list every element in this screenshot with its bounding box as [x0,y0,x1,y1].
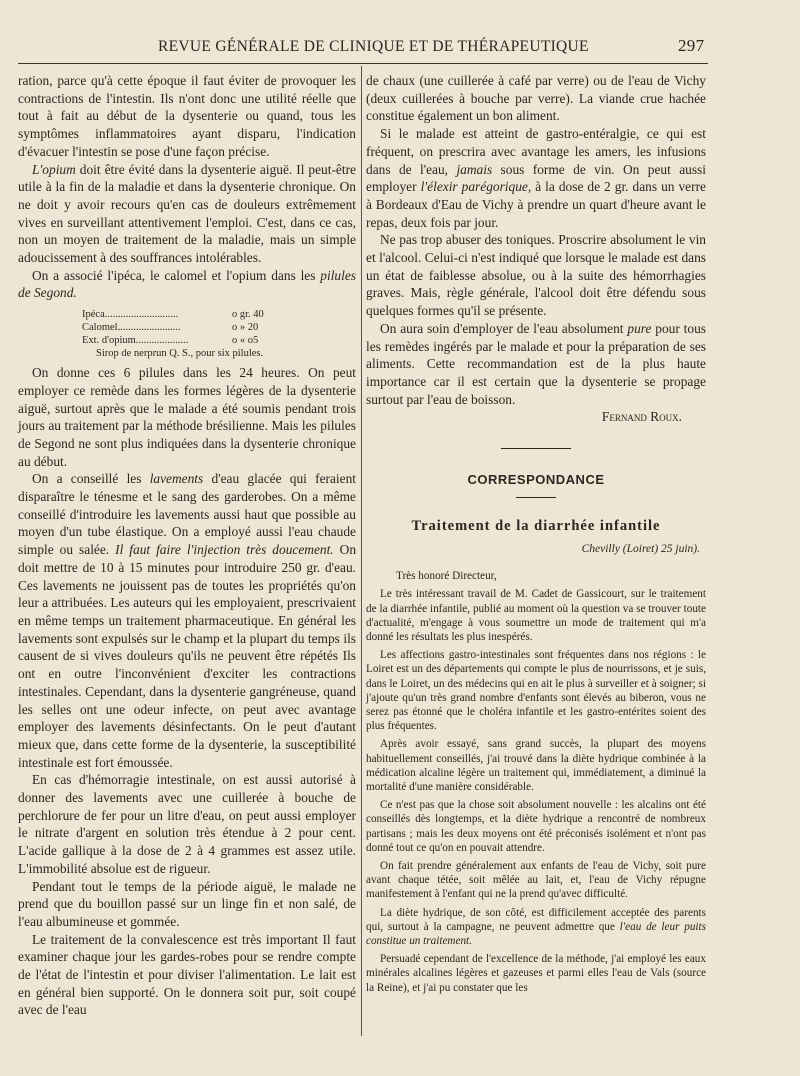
paragraph-text: doit être évité dans la dysenterie aiguë. Il peut-être utile à la fin de la maladie et dans la dysenterie chronique. On ne doit y avoir recours qu'en cas de douleurs extrêmement vives en surveillant attentivement l'emploi. C'est, dans ce cas, non un moyen de traitement de la maladie, mais un simple adoucissement à des souffrances intolérables. [18,161,356,266]
paragraph-text: La diète hydrique, de son côté, est difficilement acceptée des parents qui, surtout à la campagne, ne peuvent admettre que [366,906,706,933]
emphasis: pure [627,320,652,336]
paragraph: Pendant tout le temps de la période aiguë, le malade ne prend que du bouillon passé sur un linge fin et non salé, de l'eau albumineuse et gommée. [18,878,356,929]
section-separator [516,497,556,498]
right-column [366,72,706,999]
running-header [18,34,718,60]
paragraph [366,320,706,409]
paragraph: de chaux (une cuillerée à café par verre) ou de l'eau de Vichy (deux cuillerées à bouche par verre). La viande crue hachée constitue également un bon aliment. [366,73,706,124]
paragraph: On fait prendre généralement aux enfants de l'eau de Vichy, soit pure avant chaque tétée, soit mêlée au lait, et, l'eau de Vichy répugne manifestement à l'enfant qui ne la prend qu'avec difficulté. [366,860,706,901]
ingredient: Calomel........................ [82,322,181,334]
quantity: o « o5 [232,335,259,347]
emphasis: pilules de Segond. [18,267,356,301]
paragraph: En cas d'hémorragie intestinale, on est aussi autorisé à donner des lavements avec une cuillerée à bouche de perchlorure de fer pour un litre d'eau, on peut aussi employer le nitrate d'argent en solution très étendue à 2 pour cent. L'acide gallique à la dose de 2 à 4 grammes est assez utile. L'immobilité absolue est de rigueur. [18,772,356,876]
emphasis: l'eau de leur puits constitue un traitement. [366,920,706,948]
ingredient: Ipéca............................ [82,309,179,321]
left-column [18,72,356,1019]
letter-place-date: Chevilly (Loiret) 25 juin). [581,543,700,556]
paragraph-text: On a associé l'ipéca, le calomel et l'opium dans les [32,267,321,283]
header-rule [18,63,708,64]
prescription-formula [82,308,356,360]
formula-note: Sirop de nerprun Q. S., pour six pilules. [96,348,264,360]
paragraph: Ne pas trop abuser des toniques. Proscrire absolument le vin et l'alcool. Celui-ci n'est indiqué que lorsque le malade est dans un état de faiblesse absolue, ou à la suite des hémorrhagies graves. Mais, règle générale, l'alcool doit être défendu sous quelques formes qu'il se présente. [366,232,706,319]
formula-row [82,334,356,347]
section-separator [501,448,571,449]
emphasis: lavements [149,471,204,487]
paragraph [18,267,356,302]
paragraph-text: On a conseillé les [32,471,150,487]
paragraph: Ce n'est pas que la chose soit absolument nouvelle : les alcalins ont été conseillés dès longtemps, et la diète hydrique a rencontré de nombreux partisans ; mais les deux moyens ont été préconisés isolément et n'ont pas donné tout ce qu'on en pouvait attendre. [366,799,706,854]
emphasis: L'opium [32,161,76,177]
paragraph: ration, parce qu'à cette époque il faut éviter de provoquer les contractions de l'intestin. Ils n'ont donc une utilité réelle que tout à fait au début de la dysenterie ou quand, tous les symptômes inflammatoires ayant disparu, l'indication d'évacuer l'intestin se pose d'une façon précise. [18,73,356,159]
emphasis: jamais [456,161,493,177]
paragraph: Le très intéressant travail de M. Cadet de Gassicourt, sur le traitement de la diarrhée infantile, publié au moment où la question va se trouver toute d'actualité, m'engage à vous soumettre un mode de traitement qui m'a donné les résultats les plus inespérés. [366,588,706,643]
section-heading: CORRESPONDANCE [467,472,605,488]
paragraph [366,906,706,949]
paragraph-text: d'eau glacée qui feraient disparaître le ténesme et le sang des garderobes. On a même conseillé d'introduire les lavements aussi haut que possible au moyen d'un tube élastique. On a employé aussi l'eau chaude simple ou salée. [18,471,357,558]
formula-row [82,308,356,321]
paragraph-text: pour tous les remèdes ingérés par le malade et pour la préparation de ses aliments. Cette recommandation est de la plus haute importance car il est certain que la dysenterie se propage surtout par l'eau de boisson. [366,320,706,407]
paragraph-text: sous forme de vin. On peut aussi employer [366,161,706,195]
paragraph-text: On doit mettre de 10 à 15 minutes pour introduire 250 gr. d'eau. Ces lavements ne jouissent pas de toutes les propriétés qu'on leur a attribuées. Les auteurs qui les employaient, prescrivaient en même temps un traitement pharmaceutique. En général les lavements sont expulsés sur le champ et la plupart du temps ils causent de si vives douleurs qu'ils ne peuvent être répétés Ils ont en outre l'inconvénient d'exciter les contractions intestinales. Cependant, dans la dysenterie gangréneuse, quand les selles ont une odeur infecte, on peut avec avantage employer des lavements désinfectants. On le peut d'autant mieux que, dans cette forme de la dysenterie, la susceptibilité intestinale est fort émoussée. [18,542,357,770]
column-divider [361,66,362,1036]
paragraph-text: à la dose de 2 gr. dans un verre à Bordeaux d'Eau de Vichy à prendre un quart d'heure avant le repas, deux fois par jour. [366,179,706,230]
page-number: 297 [678,36,705,55]
paragraph: Le traitement de la convalescence est très important Il faut examiner chaque jour les gardes-robes pour se rendre compte de l'état de l'intestin et pour diviser l'alimentation. Le lait est en général bien supporté. On le donnera soit pur, soit coupé avec de l'eau [18,931,356,1018]
paragraph [366,125,706,231]
paragraph: Les affections gastro-intestinales sont fréquentes dans nos régions : le Loiret est un des départements qui compte le plus de nourrissons, et je suis, dans le Loiret, un des médecins qui en ait le plus à surveiller et à soigner; si j'ajoute qu'un très grand nombre d'enfants sont élevés au biberon, vous ne serez pas étonné que le choléra infantile et les gastro-entérites soient des plus fréquentes. [366,649,706,733]
paragraph: Après avoir essayé, sans grand succès, la plupart des moyens habituellement conseillés, j'ai trouvé dans la diète hydrique combinée à la médication alcaline légère un traitement qui, immédiatement, a diminué la mortalité d'une manière considérable. [366,738,706,794]
emphasis: l'élexir parégorique, [420,179,532,195]
letter-body [366,569,706,995]
journal-title: REVUE GÉNÉRALE DE CLINIQUE ET DE THÉRAPEUTIQUE [158,38,589,55]
quantity: o gr. 40 [232,309,264,321]
paragraph-text: On aura soin d'employer de l'eau absolument [380,320,628,336]
author-signature: Fernand Roux. [601,409,682,425]
paragraph: On donne ces 6 pilules dans les 24 heures. On peut employer ce remède dans les formes légères de la dysenterie aiguë, surtout après que le malade a été soumis pendant trois jours au traitement par la méthode brésilienne. Mais les pilules de Segond ne sont plus indiquées dans la dysenterie chronique au début. [18,365,356,469]
salutation: Très honoré Directeur, [396,570,497,583]
quantity: o » 20 [232,322,259,334]
article-title: Traitement de la diarrhée infantile [411,517,661,534]
ingredient: Ext. d'opium.................... [82,335,189,347]
paragraph [18,161,356,267]
paragraph: Persuadé cependant de l'excellence de la méthode, j'ai employé les eaux minérales alcalines légères et gazeuses et parmi elles l'eau de Vals (source la Reine), et j'ai pu constater que les [366,953,706,994]
formula-row [82,321,356,334]
paragraph [18,470,356,771]
emphasis: Il faut faire l'injection très doucement. [115,542,334,558]
paragraph-text: Si le malade est atteint de gastro-entéralgie, ce qui est fréquent, on prescrira avec avantage les amers, les infusions dans de l'eau, [366,126,706,177]
